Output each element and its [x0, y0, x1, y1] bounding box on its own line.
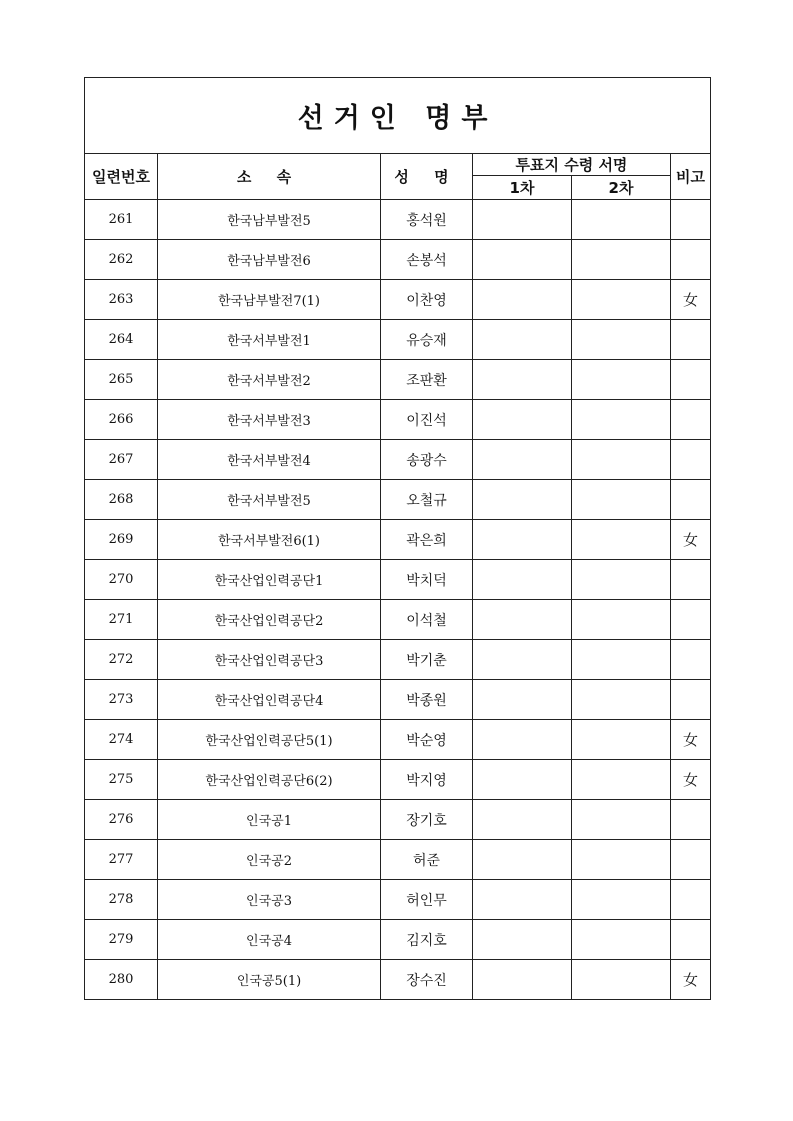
signature-second-cell[interactable]	[572, 400, 671, 440]
name-cell: 박순영	[381, 720, 473, 760]
affiliation-cell: 인국공3	[158, 880, 381, 920]
name-cell: 손봉석	[381, 240, 473, 280]
table-row	[85, 320, 711, 360]
affiliation-cell: 한국남부발전5	[158, 200, 381, 240]
signature-second-cell[interactable]	[572, 320, 671, 360]
serial-cell: 272	[85, 640, 158, 680]
table-row	[85, 240, 711, 280]
table-row	[85, 600, 711, 640]
table-row	[85, 280, 711, 320]
table-row	[85, 560, 711, 600]
header-first-round: 1차	[473, 176, 572, 200]
note-cell: 女	[671, 760, 711, 800]
note-cell	[671, 360, 711, 400]
page-title: 선거인 명부	[85, 78, 711, 154]
table-row	[85, 800, 711, 840]
signature-second-cell[interactable]	[572, 560, 671, 600]
serial-cell: 278	[85, 880, 158, 920]
note-cell	[671, 440, 711, 480]
signature-second-cell[interactable]	[572, 640, 671, 680]
name-cell: 박종원	[381, 680, 473, 720]
serial-cell: 280	[85, 960, 158, 1000]
note-cell: 女	[671, 280, 711, 320]
name-cell: 박기춘	[381, 640, 473, 680]
serial-cell: 261	[85, 200, 158, 240]
serial-cell: 277	[85, 840, 158, 880]
affiliation-cell: 한국서부발전1	[158, 320, 381, 360]
signature-first-cell[interactable]	[473, 480, 572, 520]
name-cell: 이찬영	[381, 280, 473, 320]
serial-cell: 268	[85, 480, 158, 520]
signature-second-cell[interactable]	[572, 720, 671, 760]
affiliation-cell: 한국서부발전6(1)	[158, 520, 381, 560]
serial-cell: 279	[85, 920, 158, 960]
note-cell	[671, 920, 711, 960]
signature-second-cell[interactable]	[572, 240, 671, 280]
signature-first-cell[interactable]	[473, 520, 572, 560]
header-name: 성 명	[381, 154, 473, 200]
signature-first-cell[interactable]	[473, 880, 572, 920]
name-cell: 오철규	[381, 480, 473, 520]
signature-second-cell[interactable]	[572, 920, 671, 960]
signature-second-cell[interactable]	[572, 760, 671, 800]
affiliation-cell: 한국남부발전6	[158, 240, 381, 280]
signature-first-cell[interactable]	[473, 720, 572, 760]
signature-first-cell[interactable]	[473, 600, 572, 640]
serial-cell: 276	[85, 800, 158, 840]
note-cell	[671, 600, 711, 640]
note-cell	[671, 680, 711, 720]
signature-second-cell[interactable]	[572, 800, 671, 840]
note-cell	[671, 800, 711, 840]
table-row	[85, 880, 711, 920]
signature-first-cell[interactable]	[473, 440, 572, 480]
affiliation-cell: 인국공5(1)	[158, 960, 381, 1000]
signature-first-cell[interactable]	[473, 920, 572, 960]
table-row	[85, 200, 711, 240]
affiliation-cell: 한국산업인력공단4	[158, 680, 381, 720]
signature-first-cell[interactable]	[473, 680, 572, 720]
name-cell: 장수진	[381, 960, 473, 1000]
serial-cell: 264	[85, 320, 158, 360]
signature-second-cell[interactable]	[572, 840, 671, 880]
signature-second-cell[interactable]	[572, 960, 671, 1000]
serial-cell: 274	[85, 720, 158, 760]
name-cell: 이석철	[381, 600, 473, 640]
signature-first-cell[interactable]	[473, 640, 572, 680]
signature-second-cell[interactable]	[572, 280, 671, 320]
signature-first-cell[interactable]	[473, 840, 572, 880]
table-row	[85, 360, 711, 400]
table-row	[85, 840, 711, 880]
serial-cell: 270	[85, 560, 158, 600]
name-cell: 이진석	[381, 400, 473, 440]
affiliation-cell: 한국산업인력공단1	[158, 560, 381, 600]
note-cell: 女	[671, 520, 711, 560]
header-note: 비고	[671, 154, 711, 200]
roster-body	[85, 200, 711, 1000]
note-cell: 女	[671, 720, 711, 760]
name-cell: 허인무	[381, 880, 473, 920]
affiliation-cell: 한국남부발전7(1)	[158, 280, 381, 320]
affiliation-cell: 한국산업인력공단3	[158, 640, 381, 680]
table-row	[85, 680, 711, 720]
serial-cell: 262	[85, 240, 158, 280]
signature-second-cell[interactable]	[572, 440, 671, 480]
table-row	[85, 480, 711, 520]
table-row	[85, 920, 711, 960]
table-row	[85, 400, 711, 440]
note-cell	[671, 480, 711, 520]
header-signature: 투표지 수령 서명	[473, 154, 671, 176]
signature-first-cell[interactable]	[473, 320, 572, 360]
affiliation-cell: 한국산업인력공단5(1)	[158, 720, 381, 760]
note-cell	[671, 560, 711, 600]
serial-cell: 263	[85, 280, 158, 320]
affiliation-cell: 한국서부발전3	[158, 400, 381, 440]
serial-cell: 271	[85, 600, 158, 640]
table-row	[85, 440, 711, 480]
header-affiliation: 소 속	[158, 154, 381, 200]
name-cell: 조판환	[381, 360, 473, 400]
affiliation-cell: 인국공4	[158, 920, 381, 960]
note-cell	[671, 400, 711, 440]
affiliation-cell: 한국산업인력공단2	[158, 600, 381, 640]
affiliation-cell: 한국서부발전2	[158, 360, 381, 400]
signature-first-cell[interactable]	[473, 400, 572, 440]
serial-cell: 273	[85, 680, 158, 720]
affiliation-cell: 한국서부발전5	[158, 480, 381, 520]
name-cell: 곽은희	[381, 520, 473, 560]
signature-first-cell[interactable]	[473, 200, 572, 240]
affiliation-cell: 인국공2	[158, 840, 381, 880]
signature-first-cell[interactable]	[473, 960, 572, 1000]
signature-first-cell[interactable]	[473, 280, 572, 320]
name-cell: 허준	[381, 840, 473, 880]
name-cell: 홍석원	[381, 200, 473, 240]
header-serial: 일련번호	[85, 154, 158, 200]
note-cell	[671, 200, 711, 240]
signature-first-cell[interactable]	[473, 760, 572, 800]
table-row	[85, 760, 711, 800]
signature-first-cell[interactable]	[473, 360, 572, 400]
name-cell: 박지영	[381, 760, 473, 800]
affiliation-cell: 한국산업인력공단6(2)	[158, 760, 381, 800]
table-row	[85, 640, 711, 680]
serial-cell: 267	[85, 440, 158, 480]
serial-cell: 266	[85, 400, 158, 440]
note-cell	[671, 640, 711, 680]
name-cell: 장기호	[381, 800, 473, 840]
signature-first-cell[interactable]	[473, 800, 572, 840]
signature-second-cell[interactable]	[572, 600, 671, 640]
signature-first-cell[interactable]	[473, 560, 572, 600]
table-row	[85, 520, 711, 560]
signature-first-cell[interactable]	[473, 240, 572, 280]
signature-second-cell[interactable]	[572, 520, 671, 560]
note-cell	[671, 840, 711, 880]
voter-roster-sheet	[84, 77, 710, 1000]
name-cell: 유승재	[381, 320, 473, 360]
header-second-round: 2차	[572, 176, 671, 200]
serial-cell: 275	[85, 760, 158, 800]
note-cell: 女	[671, 960, 711, 1000]
note-cell	[671, 320, 711, 360]
name-cell: 김지호	[381, 920, 473, 960]
voter-roster-table	[84, 77, 711, 1000]
signature-second-cell[interactable]	[572, 200, 671, 240]
serial-cell: 269	[85, 520, 158, 560]
note-cell	[671, 240, 711, 280]
serial-cell: 265	[85, 360, 158, 400]
name-cell: 송광수	[381, 440, 473, 480]
signature-second-cell[interactable]	[572, 680, 671, 720]
note-cell	[671, 880, 711, 920]
affiliation-cell: 인국공1	[158, 800, 381, 840]
signature-second-cell[interactable]	[572, 480, 671, 520]
affiliation-cell: 한국서부발전4	[158, 440, 381, 480]
signature-second-cell[interactable]	[572, 360, 671, 400]
table-row	[85, 960, 711, 1000]
name-cell: 박치덕	[381, 560, 473, 600]
signature-second-cell[interactable]	[572, 880, 671, 920]
table-row	[85, 720, 711, 760]
